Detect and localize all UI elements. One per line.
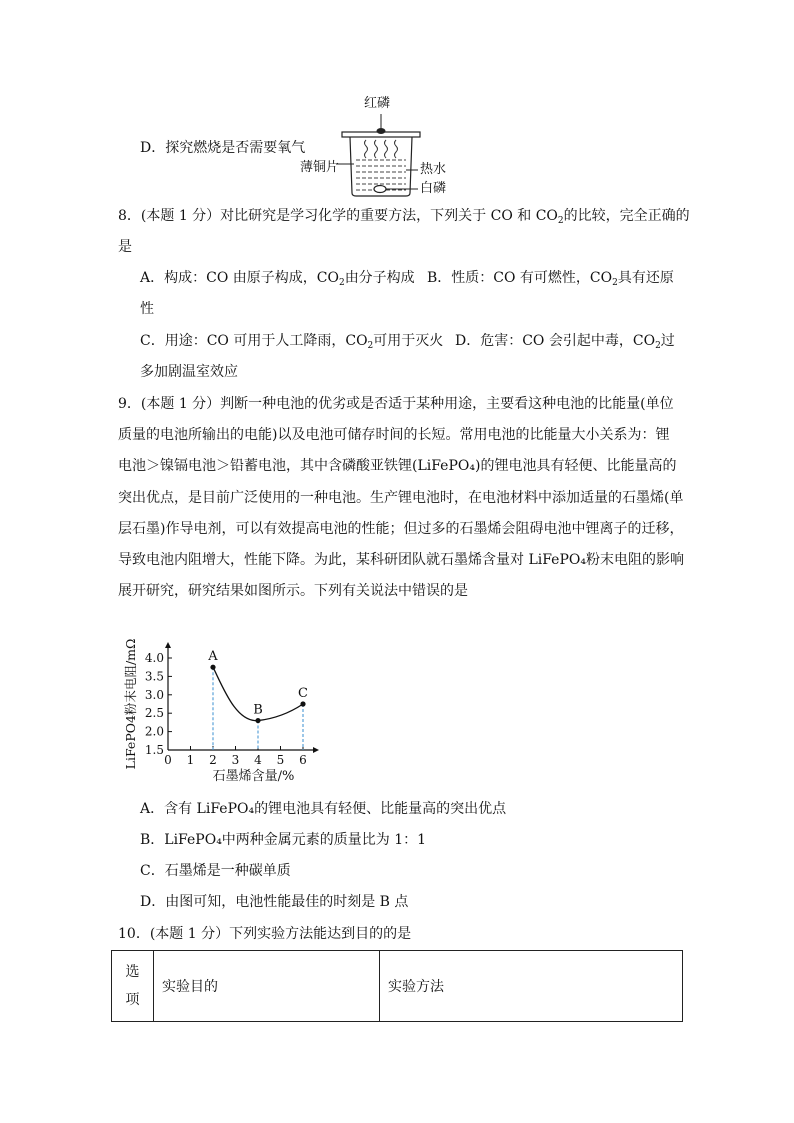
x-axis-arrow — [313, 747, 319, 753]
col-option-header-line1: 选 — [125, 964, 140, 980]
y-axis-arrow — [165, 642, 171, 648]
q8-stem-line1 — [118, 206, 690, 226]
q9-option-c: C．石墨烯是一种碳单质 — [140, 863, 291, 879]
x-tick-label: 5 — [276, 753, 285, 767]
q8-option-c — [140, 331, 443, 351]
q8-stem-text: 8．(本题 1 分）对比研究是学习化学的重要方法，下列关于 CO 和 CO — [118, 208, 558, 224]
table-row — [112, 951, 683, 1022]
q8-option-c-sub: 2 — [367, 341, 374, 351]
q8-option-b-text: B．性质：CO 有可燃性，CO — [427, 270, 613, 286]
chart-svg — [118, 618, 348, 786]
q8-option-a-text: A．构成：CO 由原子构成，CO — [140, 270, 339, 286]
col-option-header-line2: 项 — [125, 992, 140, 1008]
y-tick-label: 2.5 — [144, 706, 164, 721]
q7-option-d: D．探究燃烧是否需要氧气 — [140, 140, 306, 156]
x-tick-label: 1 — [186, 753, 195, 767]
y-tick-label: 1.5 — [144, 743, 164, 757]
point-label-b: B — [253, 702, 263, 718]
x-tick-label: 4 — [254, 753, 262, 767]
q9-option-d: D．由图可知，电池性能最佳的时刻是 B 点 — [140, 894, 409, 910]
x-tick-label: 3 — [231, 753, 240, 767]
q9-option-b: B．LiFePO₄中两种金属元素的质量比为 1：1 — [140, 832, 427, 848]
q9-line-3: 电池＞镍镉电池＞铅蓄电池，其中含磷酸亚铁锂(LiFePO₄)的锂电池具有轻便、比能量高的 — [118, 458, 677, 474]
steam — [365, 140, 398, 158]
data-point-b — [255, 718, 260, 723]
q10-stem: 10．(本题 1 分）下列实验方法能达到目的的是 — [118, 926, 412, 942]
combustion-apparatus-figure — [300, 94, 466, 204]
x-tick-label: 6 — [299, 753, 307, 767]
y-tick-label: 3.5 — [144, 669, 164, 684]
q9-line-6: 导致电池内阻增大，性能下降。为此，某科研团队就石墨烯含量对 LiFePO₄粉末电阻的影响 — [118, 552, 684, 568]
y-tick-label: 3.0 — [144, 687, 164, 702]
q8-option-d — [455, 331, 675, 351]
y-tick-label: 2.0 — [144, 724, 164, 739]
q8-option-b-sub: 2 — [612, 278, 618, 288]
q8-option-c-text-end: 可用于灭火 — [373, 333, 444, 349]
q9-line-2: 质量的电池所输出的电能)以及电池可储存时间的长短。常用电池的比能量大小关系为：锂 — [118, 427, 670, 443]
label-red-phosphorus: 红磷 — [364, 96, 391, 111]
q8-option-d-text: D．危害：CO 会引起中毒，CO — [455, 333, 656, 349]
q8-option-d-text-end: 过 — [660, 333, 675, 349]
q8-option-d-cont: 多加剧温室效应 — [140, 364, 238, 380]
col-option-header — [112, 951, 154, 1022]
label-hot-water: 热水 — [420, 162, 447, 177]
q8-option-b — [427, 268, 674, 288]
q8-option-b-cont: 性 — [140, 301, 154, 317]
white-phosphorus — [374, 186, 386, 193]
point-label-a: A — [208, 649, 218, 665]
label-copper-sheet: 薄铜片 — [300, 160, 340, 175]
q8-stem-sub: 2 — [557, 216, 564, 226]
q9-line-4: 突出优点，是目前广泛使用的一种电池。生产锂电池时，在电池材料中添加适量的石墨烯(单 — [118, 490, 684, 506]
q8-option-a-text-end: 由分子构成 — [344, 270, 415, 286]
q10-table — [111, 950, 683, 1022]
label-white-phosphorus: 白磷 — [420, 181, 447, 196]
x-tick-label: 0 — [164, 753, 172, 767]
q9-option-a: A．含有 LiFePO₄的锂电池具有轻便、比能量高的突出优点 — [140, 801, 507, 817]
col-purpose-header: 实验目的 — [154, 951, 380, 1022]
col-method-header: 实验方法 — [380, 951, 683, 1022]
q8-stem-text-end: 的比较，完全正确的 — [563, 208, 690, 224]
point-label-c: C — [298, 686, 308, 701]
y-tick-label: 4.0 — [144, 651, 164, 665]
red-phosphorus — [377, 128, 386, 134]
q8-stem-line2: 是 — [118, 239, 132, 255]
q8-option-c-text: C．用途：CO 可用于人工降雨，CO — [140, 333, 368, 349]
q8-option-a-sub: 2 — [338, 278, 345, 288]
data-point-c — [300, 701, 305, 706]
q9-line-5: 层石墨)作导电剂，可以有效提高电池的性能；但过多的石墨烯会阻碍电池中锂离子的迁移， — [118, 521, 684, 537]
q8-option-b-text-end: 具有还原 — [617, 270, 674, 286]
q8-option-a — [140, 268, 415, 288]
data-point-a — [210, 665, 215, 670]
y-axis-title: LiFePO4粉末电阻/mΩ — [123, 638, 138, 770]
x-tick-label: 2 — [209, 753, 217, 767]
graphene-resistance-chart — [118, 618, 348, 786]
q8-option-d-sub: 2 — [655, 341, 661, 351]
x-axis-title: 石墨烯含量/% — [212, 769, 295, 784]
q9-line-1: 9．(本题 1 分）判断一种电池的优劣或是否适于某种用途，主要看这种电池的比能量(单位 — [118, 396, 674, 412]
q9-line-7: 展开研究，研究结果如图所示。下列有关说法中错误的是 — [118, 583, 468, 599]
